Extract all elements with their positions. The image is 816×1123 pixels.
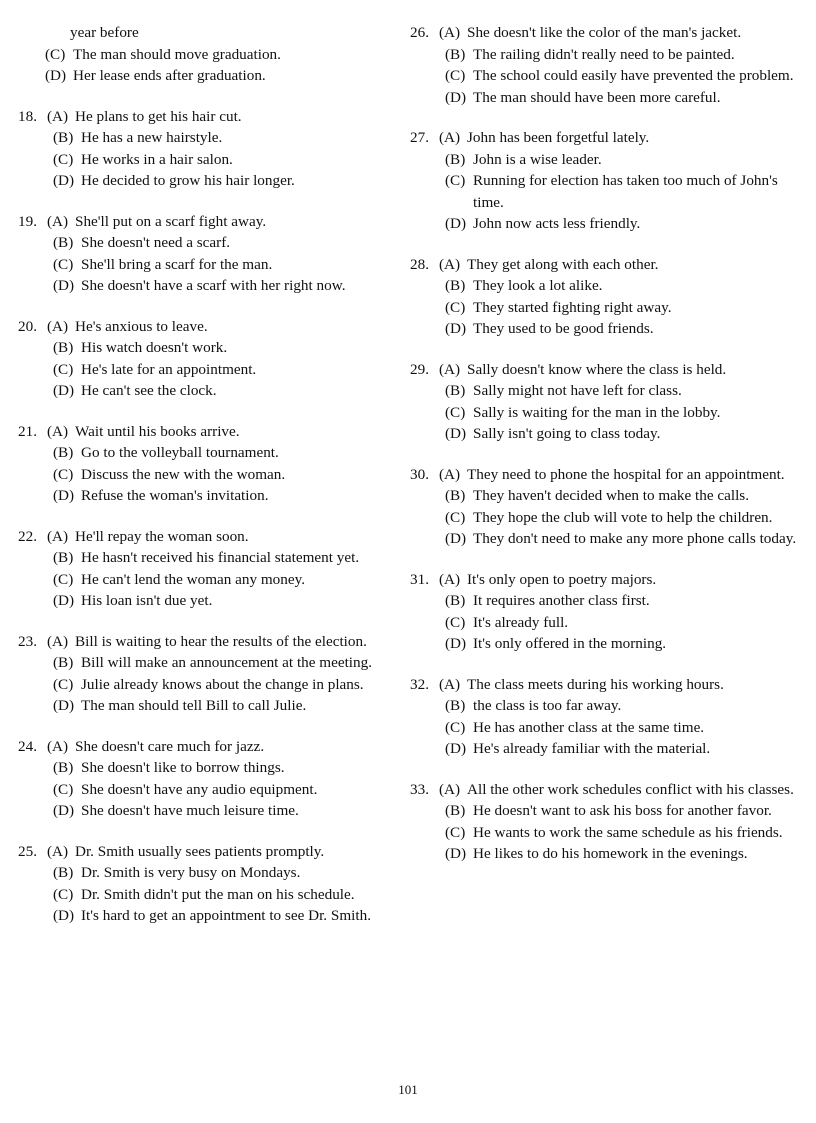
option-letter: (A) [439, 24, 461, 41]
option-letter: (B) [53, 339, 74, 356]
option-text: Refuse the woman's invitation. [81, 487, 269, 504]
option-text: They hope the club will vote to help the children. [473, 508, 773, 526]
answer-option [53, 862, 390, 884]
answer-option [445, 149, 802, 171]
option-text: Wait until his books arrive. [75, 422, 240, 440]
answer-option [45, 65, 390, 87]
answer-options [439, 779, 802, 865]
option-text: John is a wise leader. [473, 150, 602, 168]
option-text: He plans to get his hair cut. [75, 107, 242, 125]
option-letter: (C) [445, 403, 466, 421]
answer-option [445, 800, 802, 822]
option-text: His loan isn't due yet. [81, 592, 213, 609]
answer-option [53, 232, 390, 254]
option-text: They used to be good friends. [473, 320, 654, 337]
answer-option [445, 695, 802, 717]
answer-option [445, 822, 802, 844]
option-letter: (D) [53, 907, 75, 924]
option-letter: (B) [445, 802, 466, 819]
option-text: John now acts less friendly. [473, 215, 641, 232]
option-text: He doesn't want to ask his boss for another favor. [473, 802, 772, 819]
option-text: She'll bring a scarf for the man. [81, 255, 273, 273]
answer-option [53, 170, 390, 192]
option-text: the class is too far away. [473, 697, 622, 714]
answer-option [53, 652, 390, 674]
option-letter: (A) [439, 255, 461, 273]
option-letter: (A) [47, 632, 69, 650]
option-text: They need to phone the hospital for an appointment. [467, 465, 785, 483]
question-19 [18, 211, 390, 297]
option-text: The man should move graduation. [73, 45, 281, 63]
answer-option [439, 569, 802, 591]
option-letter: (A) [439, 360, 461, 378]
answer-option [47, 421, 390, 443]
option-letter: (B) [53, 444, 74, 461]
question-number: 29. [410, 360, 429, 378]
answer-option [45, 44, 390, 66]
option-letter: (A) [47, 422, 69, 440]
question-33 [410, 779, 802, 865]
option-text: She'll put on a scarf fight away. [75, 212, 267, 230]
option-text: They look a lot alike. [473, 277, 603, 294]
answer-option [439, 254, 802, 276]
option-text: It's hard to get an appointment to see Dr. Smith. [81, 907, 371, 924]
option-letter: (C) [445, 67, 466, 84]
answer-option [53, 359, 390, 381]
option-text: He likes to do his homework in the evenings. [473, 845, 748, 862]
option-letter: (D) [53, 172, 75, 189]
question-25 [18, 841, 390, 927]
left-question-list [18, 106, 390, 927]
answer-option [53, 800, 390, 822]
option-letter: (D) [445, 530, 467, 547]
option-letter: (B) [53, 759, 74, 776]
question-24 [18, 736, 390, 822]
question-number: 31. [410, 570, 429, 588]
answer-option [47, 526, 390, 548]
question-number: 30. [410, 465, 429, 483]
option-text: Bill will make an announcement at the meeting. [81, 654, 373, 671]
question-number: 19. [18, 212, 37, 230]
option-letter: (C) [53, 780, 74, 798]
answer-option [445, 213, 802, 235]
answer-option [53, 590, 390, 612]
answer-option [47, 736, 390, 758]
carryover-first-line: year before [70, 24, 139, 41]
option-letter: (B) [445, 277, 466, 294]
option-letter: (A) [47, 842, 69, 860]
answer-option [53, 547, 390, 569]
option-text: Dr. Smith usually sees patients promptly. [75, 842, 325, 860]
option-text: The railing didn't really need to be painted. [473, 45, 735, 63]
answer-option [53, 127, 390, 149]
right-question-list [410, 22, 802, 865]
question-number: 33. [410, 780, 429, 798]
carryover-options [18, 44, 390, 87]
option-letter: (D) [45, 67, 67, 84]
option-letter: (D) [445, 215, 467, 232]
option-letter: (A) [47, 527, 69, 545]
option-text: Julie already knows about the change in plans. [81, 675, 364, 693]
option-text: He wants to work the same schedule as his friends. [473, 823, 783, 841]
option-text: They don't need to make any more phone calls today. [473, 530, 797, 547]
question-number: 25. [18, 842, 37, 860]
option-letter: (C) [53, 885, 74, 903]
option-text: The man should have been more careful. [473, 88, 721, 106]
question-21 [18, 421, 390, 507]
option-letter: (B) [53, 864, 74, 881]
question-22 [18, 526, 390, 612]
answer-option [439, 22, 802, 44]
option-letter: (A) [47, 212, 69, 230]
answer-options [439, 674, 802, 760]
question-26 [410, 22, 802, 108]
option-letter: (B) [445, 150, 466, 168]
answer-option [53, 380, 390, 402]
option-text: It's only offered in the morning. [473, 635, 667, 652]
answer-options [439, 359, 802, 445]
question-28 [410, 254, 802, 340]
question-29 [410, 359, 802, 445]
option-text: Dr. Smith didn't put the man on his schedule. [81, 885, 355, 903]
option-text: He hasn't received his financial statement yet. [81, 549, 360, 566]
answer-option [53, 464, 390, 486]
option-letter: (C) [445, 613, 466, 631]
option-letter: (C) [445, 298, 466, 316]
option-letter: (C) [53, 150, 74, 168]
answer-options [47, 106, 390, 192]
option-text: She doesn't care much for jazz. [75, 737, 265, 755]
answer-option [53, 485, 390, 507]
option-letter: (A) [47, 317, 69, 335]
option-text: He's already familiar with the material. [473, 740, 711, 757]
option-letter: (C) [445, 823, 466, 841]
option-letter: (D) [445, 88, 467, 106]
option-text: Sally doesn't know where the class is held. [467, 360, 727, 378]
answer-option [439, 359, 802, 381]
option-letter: (C) [53, 675, 74, 693]
option-text: Sally is waiting for the man in the lobby. [473, 403, 721, 421]
option-text: He'll repay the woman soon. [75, 527, 249, 545]
question-23 [18, 631, 390, 717]
option-letter: (B) [445, 382, 466, 399]
option-letter: (A) [439, 780, 461, 798]
option-letter: (D) [445, 635, 467, 652]
option-text: Her lease ends after graduation. [73, 67, 266, 84]
option-letter: (C) [445, 718, 466, 736]
answer-option [445, 318, 802, 340]
answer-options [47, 736, 390, 822]
answer-option [53, 442, 390, 464]
option-letter: (A) [47, 107, 69, 125]
option-letter: (B) [53, 654, 74, 671]
option-letter: (C) [53, 570, 74, 588]
question-30 [410, 464, 802, 550]
option-letter: (A) [439, 570, 461, 588]
answer-option [53, 149, 390, 171]
option-letter: (C) [53, 465, 74, 483]
option-text: He can't see the clock. [81, 382, 217, 399]
carryover-question [18, 22, 390, 87]
option-letter: (B) [445, 592, 466, 609]
option-text: Running for election has taken too much of John's time. [473, 172, 778, 211]
answer-option [47, 106, 390, 128]
answer-option [445, 528, 802, 550]
answer-option [53, 905, 390, 927]
option-letter: (C) [53, 255, 74, 273]
answer-option [445, 485, 802, 507]
answer-option [445, 44, 802, 66]
option-letter: (D) [445, 425, 467, 442]
option-text: They get along with each other. [467, 255, 659, 273]
answer-option [53, 254, 390, 276]
option-letter: (B) [445, 487, 466, 504]
option-text: The school could easily have prevented the problem. [473, 67, 794, 84]
page-number: 101 [398, 1082, 418, 1097]
answer-option [445, 843, 802, 865]
question-number: 28. [410, 255, 429, 273]
answer-options [439, 254, 802, 340]
option-letter: (D) [53, 592, 75, 609]
option-letter: (C) [45, 45, 66, 63]
question-number: 27. [410, 129, 429, 146]
option-text: Sally might not have left for class. [473, 382, 682, 399]
answer-option [445, 297, 802, 319]
option-letter: (A) [47, 737, 69, 755]
answer-options [439, 464, 802, 550]
answer-option [445, 402, 802, 424]
answer-option [47, 841, 390, 863]
option-letter: (D) [53, 382, 75, 399]
answer-option [445, 590, 802, 612]
answer-option [445, 633, 802, 655]
option-text: His watch doesn't work. [81, 339, 228, 356]
answer-option [445, 612, 802, 634]
answer-option [53, 695, 390, 717]
option-letter: (D) [53, 697, 75, 714]
answer-option [445, 275, 802, 297]
answer-option [445, 423, 802, 445]
option-letter: (C) [53, 360, 74, 378]
answer-option [445, 507, 802, 529]
question-number: 24. [18, 737, 37, 755]
option-text: John has been forgetful lately. [467, 129, 650, 146]
answer-options [47, 631, 390, 717]
option-text: All the other work schedules conflict with his classes. [467, 780, 794, 798]
answer-options [439, 127, 802, 235]
option-text: She doesn't have a scarf with her right now. [81, 277, 346, 294]
option-text: They haven't decided when to make the calls. [473, 487, 750, 504]
option-text: He works in a hair salon. [81, 150, 233, 168]
option-text: She doesn't like the color of the man's jacket. [467, 24, 742, 41]
option-text: He decided to grow his hair longer. [81, 172, 295, 189]
option-text: She doesn't have any audio equipment. [81, 780, 318, 798]
option-text: He has another class at the same time. [473, 718, 705, 736]
answer-options [47, 841, 390, 927]
right-column [410, 22, 802, 884]
answer-option [445, 717, 802, 739]
answer-option [47, 211, 390, 233]
option-text: They started fighting right away. [473, 298, 672, 316]
answer-option [439, 779, 802, 801]
question-number: 22. [18, 527, 37, 545]
option-letter: (B) [445, 45, 466, 63]
option-text: She doesn't need a scarf. [81, 234, 231, 251]
option-letter: (C) [445, 172, 466, 189]
option-letter: (D) [53, 277, 75, 294]
option-letter: (D) [445, 740, 467, 757]
question-number: 20. [18, 317, 37, 335]
option-text: Sally isn't going to class today. [473, 425, 661, 442]
answer-option [53, 884, 390, 906]
left-column [18, 22, 390, 946]
option-text: The class meets during his working hours. [467, 675, 724, 693]
option-text: Dr. Smith is very busy on Mondays. [81, 864, 301, 881]
option-text: Bill is waiting to hear the results of the election. [75, 632, 367, 650]
answer-options [439, 22, 802, 108]
answer-option [445, 380, 802, 402]
question-32 [410, 674, 802, 760]
option-letter: (B) [445, 697, 466, 714]
answer-option [445, 87, 802, 109]
question-27 [410, 127, 802, 235]
option-text: Discuss the new with the woman. [81, 465, 286, 483]
answer-option [47, 631, 390, 653]
question-number: 23. [18, 632, 37, 650]
option-text: Go to the volleyball tournament. [81, 444, 279, 461]
answer-option [439, 674, 802, 696]
answer-option [53, 757, 390, 779]
option-letter: (C) [445, 508, 466, 526]
option-text: He has a new hairstyle. [81, 129, 223, 146]
answer-option [445, 738, 802, 760]
option-letter: (B) [53, 549, 74, 566]
option-letter: (B) [53, 234, 74, 251]
question-number: 18. [18, 107, 37, 125]
option-letter: (A) [439, 465, 461, 483]
answer-options [47, 526, 390, 612]
answer-option [445, 170, 802, 213]
option-text: It requires another class first. [473, 592, 650, 609]
answer-options [439, 569, 802, 655]
answer-option [47, 316, 390, 338]
option-text: She doesn't like to borrow things. [81, 759, 285, 776]
answer-options [47, 211, 390, 297]
question-number: 21. [18, 422, 37, 440]
option-text: It's already full. [473, 613, 569, 631]
question-number: 32. [410, 675, 429, 693]
option-letter: (D) [53, 802, 75, 819]
answer-options [47, 421, 390, 507]
question-31 [410, 569, 802, 655]
option-letter: (A) [439, 129, 461, 146]
option-text: She doesn't have much leisure time. [81, 802, 299, 819]
answer-option [53, 779, 390, 801]
question-20 [18, 316, 390, 402]
option-letter: (D) [445, 845, 467, 862]
option-text: He can't lend the woman any money. [81, 570, 306, 588]
option-text: He's late for an appointment. [81, 360, 257, 378]
answer-options [47, 316, 390, 402]
question-number: 26. [410, 24, 429, 41]
option-letter: (A) [439, 675, 461, 693]
option-letter: (D) [445, 320, 467, 337]
answer-option [445, 65, 802, 87]
answer-option [53, 674, 390, 696]
option-letter: (B) [53, 129, 74, 146]
answer-option [439, 464, 802, 486]
answer-option [53, 569, 390, 591]
question-18 [18, 106, 390, 192]
option-text: It's only open to poetry majors. [467, 570, 657, 588]
option-letter: (D) [53, 487, 75, 504]
answer-option [53, 337, 390, 359]
option-text: The man should tell Bill to call Julie. [81, 697, 307, 714]
answer-option [53, 275, 390, 297]
answer-option [439, 127, 802, 149]
option-text: He's anxious to leave. [75, 317, 208, 335]
